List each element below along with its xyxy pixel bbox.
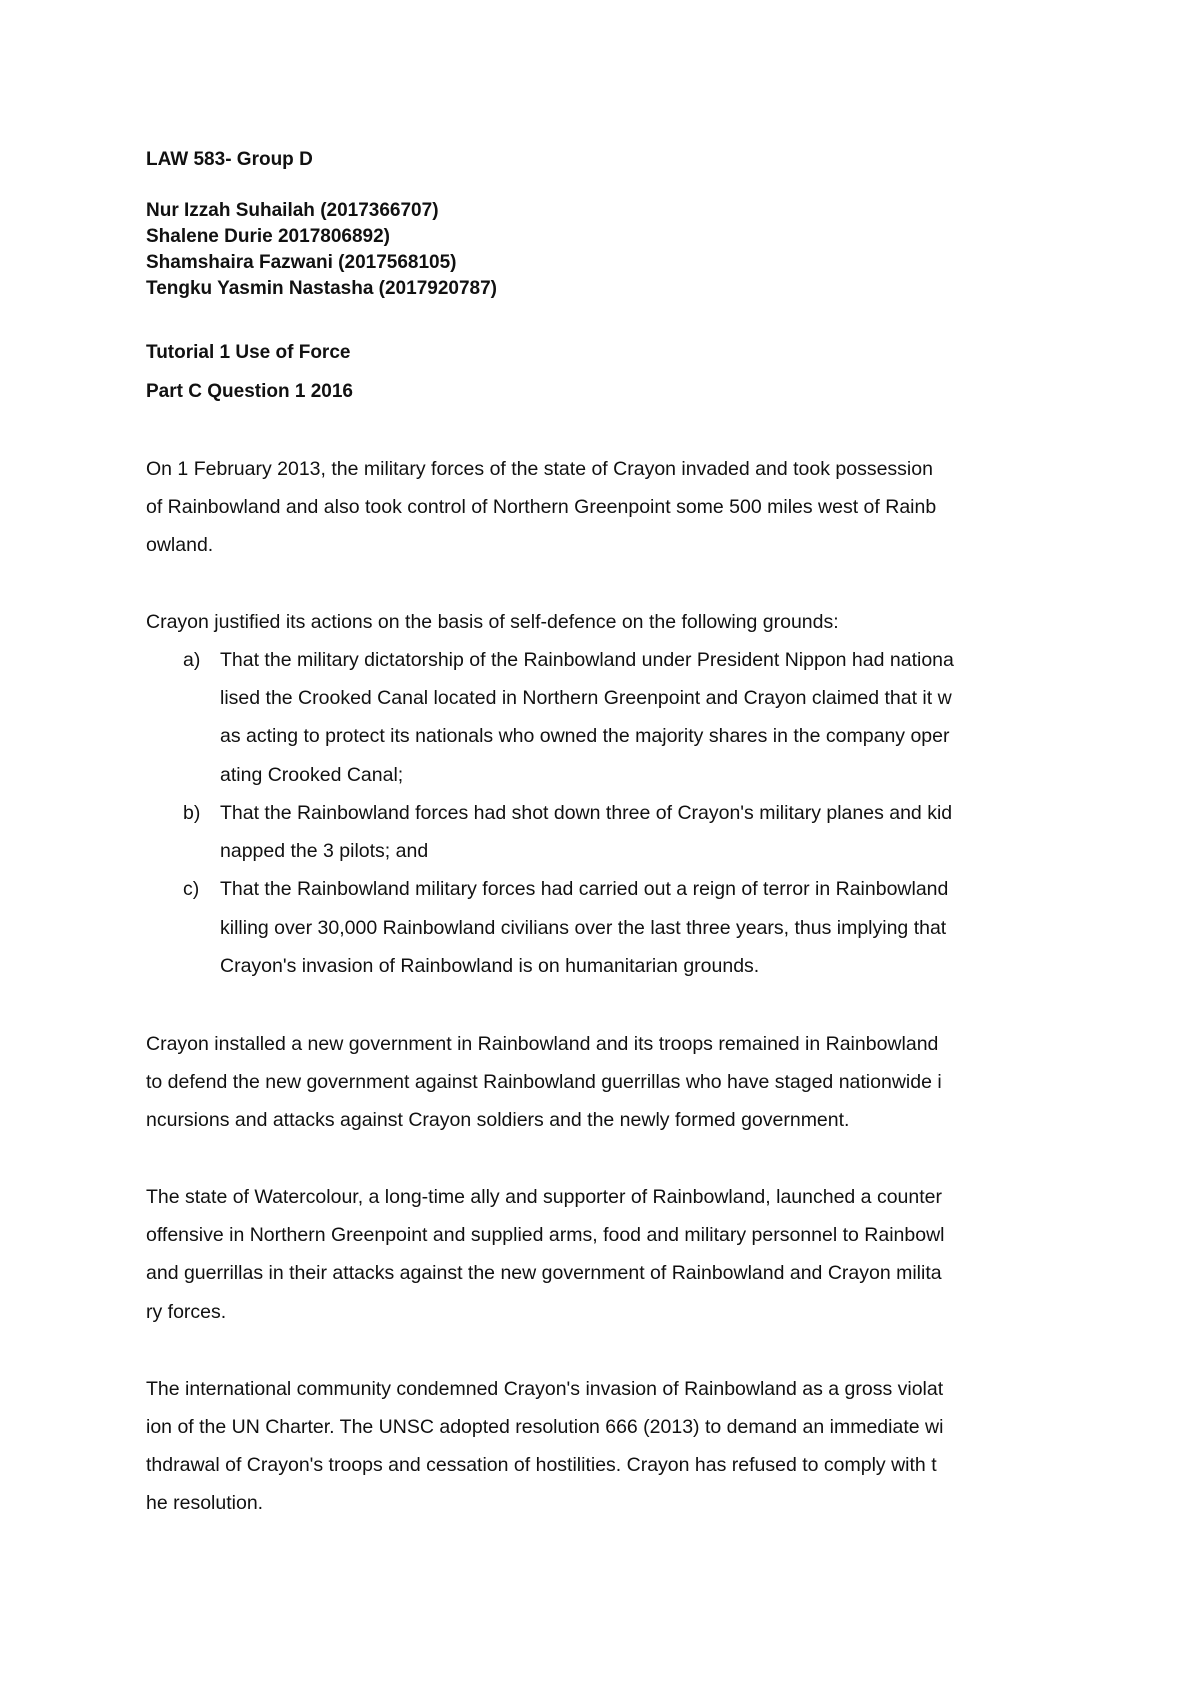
list-item-line: killing over 30,000 Rainbowland civilians over the last three years, thus implying that	[220, 917, 947, 939]
list-marker: c)	[183, 878, 200, 900]
paragraph-line: of Rainbowland and also took control of Northern Greenpoint some 500 miles west of Rainb	[146, 496, 937, 518]
member-name: Shamshaira Fazwani (2017568105)	[146, 252, 457, 273]
paragraph-line: ncursions and attacks against Crayon soldiers and the newly formed government.	[146, 1109, 850, 1131]
list-item-line: napped the 3 pilots; and	[220, 840, 429, 862]
paragraph-line: he resolution.	[146, 1492, 264, 1514]
paragraph-line: Crayon installed a new government in Rainbowland and its troops remained in Rainbowland	[146, 1033, 939, 1055]
list-item-line: Crayon's invasion of Rainbowland is on humanitarian grounds.	[220, 955, 760, 977]
list-marker: b)	[183, 802, 201, 824]
paragraph-line: thdrawal of Crayon's troops and cessation of hostilities. Crayon has refused to comply with t	[146, 1454, 937, 1476]
paragraph-line: offensive in Northern Greenpoint and supplied arms, food and military personnel to Rainbowl	[146, 1224, 945, 1246]
member-name: Nur Izzah Suhailah (2017366707)	[146, 200, 439, 221]
paragraph-line: ry forces.	[146, 1301, 227, 1323]
list-item-line: That the Rainbowland forces had shot down three of Crayon's military planes and kid	[220, 802, 953, 824]
list-item-line: ating Crooked Canal;	[220, 764, 404, 786]
paragraph-line: The state of Watercolour, a long-time ally and supporter of Rainbowland, launched a counter	[146, 1186, 942, 1208]
list-marker: a)	[183, 649, 201, 671]
paragraph-line: Crayon justified its actions on the basis of self-defence on the following grounds:	[146, 611, 839, 633]
list-item-line: That the Rainbowland military forces had carried out a reign of terror in Rainbowland	[220, 878, 949, 900]
list-item-line: lised the Crooked Canal located in Northern Greenpoint and Crayon claimed that it w	[220, 687, 952, 709]
paragraph-line: to defend the new government against Rainbowland guerrillas who have staged nationwide i	[146, 1071, 942, 1093]
paragraph-line: ion of the UN Charter. The UNSC adopted resolution 666 (2013) to demand an immediate wi	[146, 1416, 944, 1438]
paragraph-line: The international community condemned Crayon's invasion of Rainbowland as a gross violat	[146, 1378, 944, 1400]
paragraph-line: On 1 February 2013, the military forces of the state of Crayon invaded and took possession	[146, 458, 933, 480]
member-name: Shalene Durie 2017806892)	[146, 226, 390, 247]
list-item-line: That the military dictatorship of the Rainbowland under President Nippon had nationa	[220, 649, 954, 671]
paragraph-line: and guerrillas in their attacks against the new government of Rainbowland and Crayon milita	[146, 1262, 942, 1284]
paragraph-line: owland.	[146, 534, 214, 556]
list-item-line: as acting to protect its nationals who owned the majority shares in the company oper	[220, 725, 950, 747]
tutorial-title: Tutorial 1 Use of Force	[146, 342, 351, 363]
member-name: Tengku Yasmin Nastasha (2017920787)	[146, 278, 497, 299]
course-title: LAW 583- Group D	[146, 149, 313, 170]
question-title: Part C Question 1 2016	[146, 381, 353, 402]
